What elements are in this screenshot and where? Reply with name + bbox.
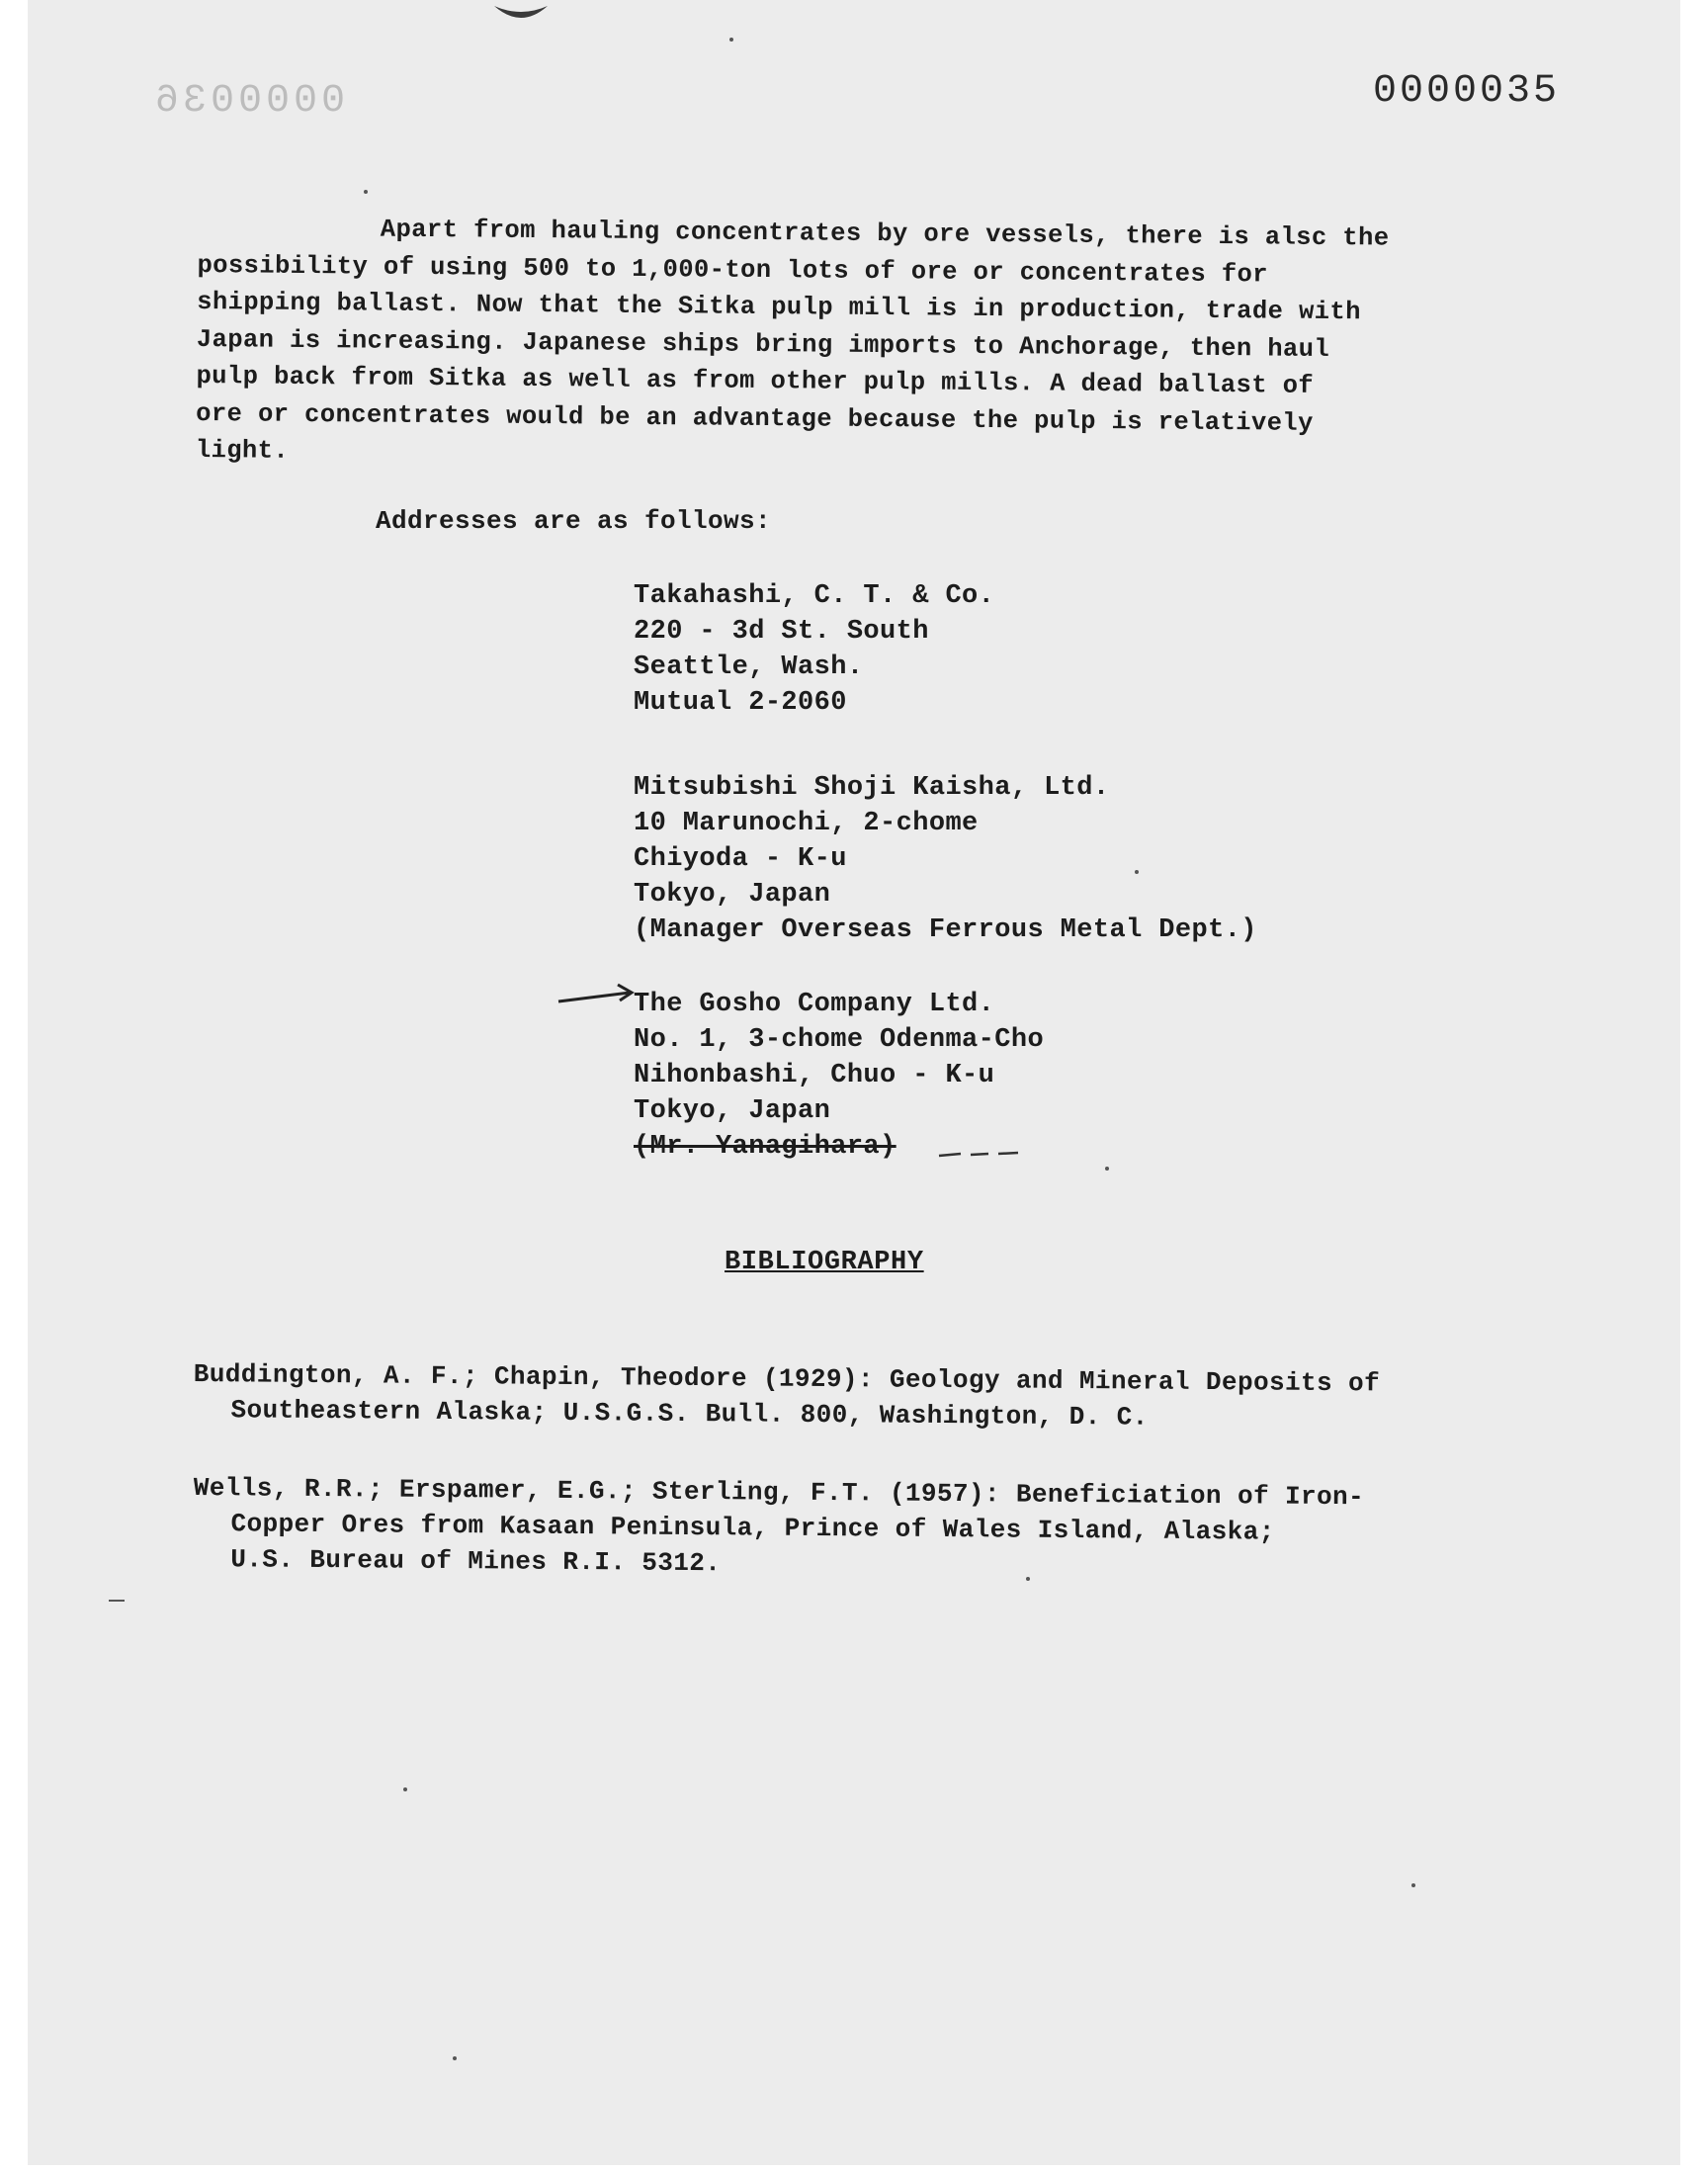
- paragraph-line: pulp back from Sitka as well as from other pulp mills. A dead ballast of: [196, 361, 1315, 400]
- address-line: Takahashi, C. T. & Co.: [634, 581, 995, 611]
- paragraph-line: light.: [195, 435, 290, 466]
- bibliography-entry-continuation: U.S. Bureau of Mines R.I. 5312.: [230, 1544, 722, 1579]
- scan-speck: [453, 2056, 457, 2060]
- address-line: Nihonbashi, Chuo - K-u: [634, 1061, 995, 1090]
- document-page: [28, 0, 1680, 2165]
- address-line: Mitsubishi Shoji Kaisha, Ltd.: [634, 773, 1110, 803]
- scan-mark: [109, 1600, 125, 1602]
- addresses-intro: Addresses are as follows:: [376, 506, 772, 536]
- paragraph-line: shipping ballast. Now that the Sitka pulp mill is in production, trade with: [197, 287, 1361, 327]
- address-line: Chiyoda - K-u: [634, 844, 847, 874]
- bibliography-entry: [193, 1470, 1637, 1588]
- paragraph-line: possibility of using 500 to 1,000-ton lots of ore or concentrates for: [197, 250, 1269, 289]
- address-mitsubishi: [634, 770, 1257, 948]
- scan-speck: [364, 190, 368, 194]
- page-number: 0000035: [1372, 69, 1560, 114]
- paragraph-line: Apart from hauling concentrates by ore vessels, there is alsc the: [380, 215, 1390, 253]
- bibliography-entry: [193, 1356, 1637, 1438]
- scan-speck: [1026, 1577, 1030, 1581]
- address-line: Mutual 2-2060: [634, 688, 847, 718]
- bibliography-entry-first-line: Wells, R.R.; Erspamer, E.G.; Sterling, F.T. (1957): Beneficiation of Iron-: [193, 1472, 1365, 1513]
- struck-through-contact: (Mr. Yanagihara): [634, 1132, 897, 1162]
- scan-speck: [729, 38, 733, 42]
- address-line: 10 Marunochi, 2-chome: [634, 809, 979, 838]
- address-line: 220 - 3d St. South: [634, 617, 929, 647]
- body-paragraph: [196, 210, 1611, 481]
- scan-speck: [403, 1787, 407, 1791]
- bibliography-entry-continuation: Copper Ores from Kasaan Peninsula, Prince of Wales Island, Alaska;: [230, 1509, 1275, 1547]
- paragraph-line: ore or concentrates would be an advantage because the pulp is relatively: [196, 398, 1314, 438]
- scan-speck: [1135, 870, 1139, 874]
- address-gosho: [634, 987, 1044, 1165]
- scan-speck: [1105, 1167, 1109, 1171]
- address-line: Tokyo, Japan: [634, 1096, 831, 1126]
- address-takahashi: [634, 578, 994, 721]
- page-clip-mark: [492, 0, 550, 26]
- bleed-through-page-number: 0000036: [151, 79, 346, 124]
- bibliography-entry-continuation: Southeastern Alaska; U.S.G.S. Bull. 800, Washington, D. C.: [230, 1395, 1149, 1433]
- bibliography-entry-first-line: Buddington, A. F.; Chapin, Theodore (1929): Geology and Mineral Deposits of: [193, 1358, 1381, 1399]
- paragraph-line: Japan is increasing. Japanese ships bring imports to Anchorage, then haul: [196, 324, 1330, 364]
- handwritten-dash-mark: [937, 1150, 1021, 1160]
- scan-speck: [1411, 1883, 1415, 1887]
- address-line: (Manager Overseas Ferrous Metal Dept.): [634, 915, 1257, 945]
- bibliography-heading: BIBLIOGRAPHY: [725, 1248, 924, 1277]
- address-line: No. 1, 3-chome Odenma-Cho: [634, 1025, 1045, 1055]
- arrow-icon: [556, 982, 638, 1007]
- address-line: Tokyo, Japan: [634, 880, 831, 910]
- address-line: Seattle, Wash.: [634, 652, 864, 682]
- address-line: The Gosho Company Ltd.: [634, 990, 995, 1019]
